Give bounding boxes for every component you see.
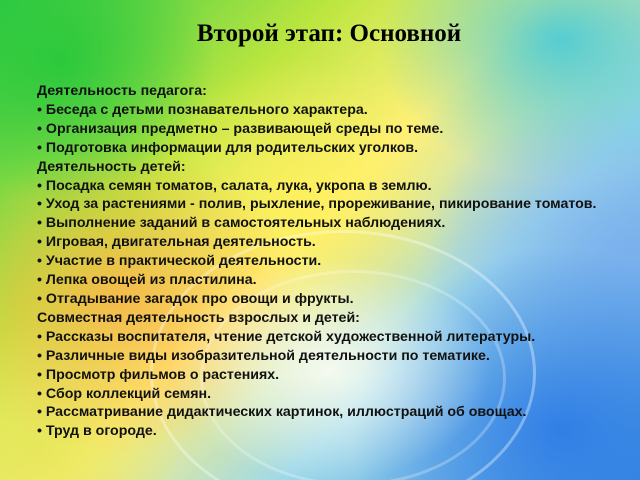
list-item: • Рассматривание дидактических картинок, иллюстраций об овощах. bbox=[37, 404, 527, 421]
list-item: • Посадка семян томатов, салата, лука, укропа в землю. bbox=[37, 177, 432, 194]
list-item: • Отгадывание загадок про овощи и фрукты. bbox=[37, 290, 354, 307]
slide-title: Второй этап: Основной bbox=[196, 20, 462, 47]
list-item: • Игровая, двигательная деятельность. bbox=[37, 234, 316, 251]
list-item: • Беседа с детьми познавательного характера. bbox=[37, 101, 368, 118]
list-item: • Труд в огороде. bbox=[37, 423, 157, 440]
list-item: • Просмотр фильмов о растениях. bbox=[37, 366, 280, 383]
slide-body bbox=[37, 82, 617, 441]
section-heading-children: Деятельность детей: bbox=[37, 158, 186, 175]
list-item: • Рассказы воспитателя, чтение детской художественной литературы. bbox=[37, 328, 536, 345]
list-item: • Участие в практической деятельности. bbox=[37, 253, 322, 270]
list-item: • Выполнение заданий в самостоятельных наблюдениях. bbox=[37, 215, 446, 232]
list-item: • Различные виды изобразительной деятельности по тематике. bbox=[37, 347, 490, 364]
list-item: • Лепка овощей из пластилина. bbox=[37, 272, 257, 289]
list-item: • Подготовка информации для родительских уголков. bbox=[37, 139, 419, 156]
list-item: • Сбор коллекций семян. bbox=[37, 385, 212, 402]
section-heading-joint: Совместная деятельность взрослых и детей: bbox=[37, 309, 360, 326]
list-item: • Уход за растениями - полив, рыхление, прореживание, пикирование томатов. bbox=[37, 196, 597, 213]
section-heading-teacher: Деятельность педагога: bbox=[37, 83, 207, 99]
list-item: • Организация предметно – развивающей среды по теме. bbox=[37, 120, 444, 137]
